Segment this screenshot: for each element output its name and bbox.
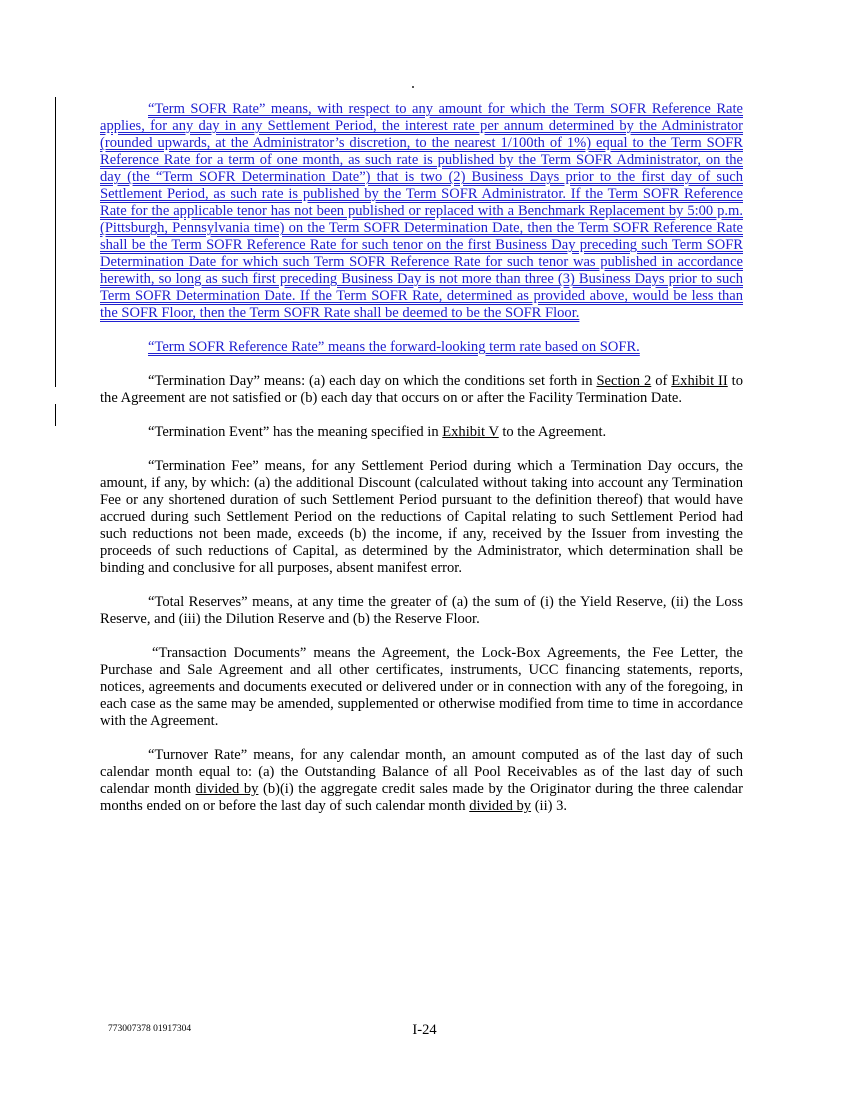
definition-termination-event [100, 424, 743, 441]
emphasis-divided-by: divided by [469, 798, 532, 814]
artifact-dot [412, 86, 414, 88]
definition-transaction-documents [100, 645, 743, 730]
definition-turnover-rate [100, 747, 743, 815]
cross-reference: Exhibit V [442, 424, 499, 440]
inserted-text: “Term SOFR Rate” means, with respect to any amount for which the Term SOFR Reference Rate applies, for any day in any Settlement Period, the interest rate per annum determined by the Administrator (rounded upwards, at the Administrator’s discretion, to the nearest 1/100th of 1%) equal to the Term SOFR Reference Rate for a term of one month, as such rate is published by the Term SOFR Administrator, on the day (the “Term SOFR Determination Date”) that is two (2) Business Days prior to the first day of such Settlement Period, as such rate is published by the Term SOFR Administrator. If the Term SOFR Reference Rate for the applicable tenor has not been published or replaced with a Benchmark Replacement by 5:00 p.m. (Pittsburgh, Pennsylvania time) on the Term SOFR Determination Date, then the Term SOFR Reference Rate shall be the Term SOFR Reference Rate for such tenor on the first Business Day preceding such Term SOFR Determination Date for which such Term SOFR Reference Rate for such tenor was published in accordance herewith, so long as such first preceding Business Day is not more than three (3) Business Days prior to such Term SOFR Determination Date. If the Term SOFR Rate, determined as provided above, would be less than the SOFR Floor, then the Term SOFR Rate shall be deemed to be the SOFR Floor. [100, 101, 743, 321]
change-bar [55, 97, 56, 387]
document-body [100, 101, 743, 815]
page-number-text: I-24 [412, 1022, 437, 1038]
text: “Termination Day” means: (a) each day on which the conditions set forth in [148, 373, 597, 389]
definition-termination-day [100, 373, 743, 407]
text: to the Agreement. [498, 424, 607, 440]
text: of [651, 373, 672, 389]
cross-reference: Section 2 [596, 373, 652, 389]
inserted-text: “Term SOFR Reference Rate” means the forward-looking term rate based on SOFR. [148, 339, 640, 355]
text: (ii) 3. [531, 798, 568, 814]
text: (b)(i) the aggregate credit sales made by the Originator during the three calendar months ended on or before the last day of such calendar month [100, 781, 743, 814]
text: to the Agreement are not satisfied or (b) each day that occurs on or after the Facility Termination Date. [100, 373, 744, 406]
definition-term-sofr-rate [100, 101, 743, 322]
text: “Termination Fee” means, for any Settlement Period during which a Termination Day occurs, the amount, if any, by which: (a) the additional Discount (calculated without taking into account any Termination Fee or any shortened duration of such Settlement Period pursuant to the definition thereof) that would have accrued during such Settlement Period on the reductions of Capital relating to such Settlement Period had such reductions not been made, exceeds (b) the income, if any, received by the Issuer from investing the proceeds of such reductions of Capital, as determined by the Administrator, which determination shall be binding and conclusive for all purposes, absent manifest error. [100, 458, 743, 576]
cross-reference: Exhibit II [671, 373, 728, 389]
document-id: 773007378 01917304 [108, 1024, 192, 1034]
change-bar [55, 404, 56, 426]
text: “Total Reserves” means, at any time the greater of (a) the sum of (i) the Yield Reserve, (ii) the Loss Reserve, and (iii) the Dilution Reserve and (b) the Reserve Floor. [100, 594, 743, 627]
text: “Termination Event” has the meaning specified in [148, 424, 443, 440]
text: “Turnover Rate” means, for any calendar month, an amount computed as of the last day of such calendar month equal to: (a) the Outstanding Balance of all Pool Receivables as of the last day of such calendar month [100, 747, 743, 797]
text: “Transaction Documents” means the Agreement, the Lock-Box Agreements, the Fee Letter, the Purchase and Sale Agreement and all other certificates, instruments, UCC financing statements, reports, notices, agreements and documents executed or delivered under or in connection with any of the foregoing, in each case as the same may be amended, supplemented or otherwise modified from time to time in accordance with the Agreement. [100, 645, 743, 729]
definition-term-sofr-reference-rate [100, 339, 743, 356]
emphasis-divided-by: divided by [195, 781, 259, 797]
page-number [0, 1022, 849, 1039]
definition-total-reserves [100, 594, 743, 628]
definition-termination-fee [100, 458, 743, 577]
